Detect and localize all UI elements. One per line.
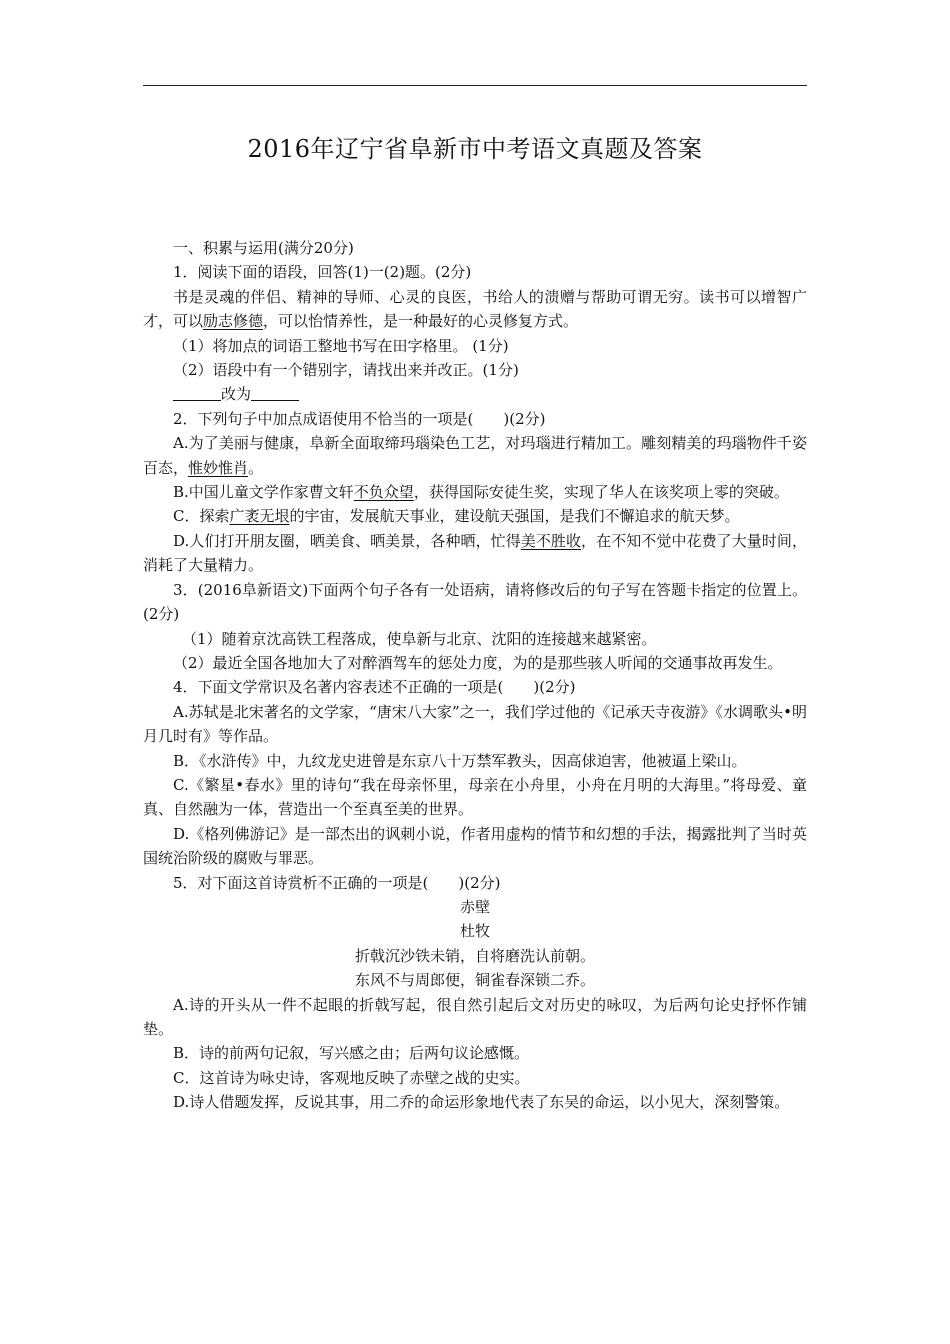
q1-fix-line: 改为 (143, 382, 807, 406)
poem-title: 赤壁 (459, 897, 490, 916)
q3-stem: 3．(2016阜新语文)下面两个句子各有一处语病，请将修改后的句子写在答题卡指定的位置上。(2分) (143, 580, 807, 624)
q2-option-a: A.为了美丽与健康，阜新全面取缔玛瑙染色工艺，对玛瑙进行精加工。雕刻精美的玛瑙物件千姿百态，惟妙惟肖。 (143, 434, 807, 477)
q2-option-c: C．探索广袤无垠的宇宙，发展航天事业，建设航天强国，是我们不懈追求的航天梦。 (173, 507, 740, 526)
q1-passage: 书是灵魂的伴侣、精神的导师、心灵的良医，书给人的溃赠与帮助可谓无穷。读书可以增智广才，可以励志修德，可以怡情养性，是一种最好的心灵修复方式。 (143, 287, 807, 331)
underlined-idiom: 广袤无垠 (229, 507, 290, 526)
q5-stem: 5．对下面这首诗赏析不正确的一项是( )(2分) (173, 873, 501, 892)
q1-sub2: （2）语段中有一个错别字，请找出来并改正。(1分) (173, 361, 519, 380)
q4-option-c: C.《繁星•春水》里的诗句“我在母亲怀里，母亲在小舟里，小舟在月明的大海里。”将母爱、童真、自然融为一体，营造出一个至真至美的世界。 (143, 775, 807, 819)
q5-option-a: A.诗的开头从一件不起眼的折戟写起，很自然引起后文对历史的咏叹，为后两句论史抒怀作铺垫。 (143, 995, 807, 1038)
answer-blank[interactable] (251, 385, 299, 401)
underlined-idiom: 美不胜收 (520, 531, 582, 550)
underlined-idiom: 惟妙惟肖 (188, 458, 249, 477)
q5-option-c: C．这首诗为咏史诗，客观地反映了赤壁之战的史实。 (173, 1068, 530, 1087)
q5-option-d: D.诗人借题发挥，反说其事，用二乔的命运形象地代表了东吴的命运，以小见大，深刻警策。 (173, 1093, 790, 1112)
q4-option-a: A.苏轼是北宋著名的文学家，“唐宋八大家”之一，我们学过他的《记承天寺夜游》《水调歌头•明月几时有》等作品。 (143, 702, 807, 746)
section-heading: 一、积累与运用(满分20分) (173, 239, 354, 257)
q2-option-d: D.人们打开朋友圈，晒美食、晒美景，各种晒，忙得美不胜收，在不知不觉中花费了大量时间，消耗了大量精力。 (143, 531, 807, 575)
underlined-idiom: 不负众望 (353, 483, 414, 502)
underlined-phrase: 励志修德 (203, 312, 264, 331)
q2-stem: 2．下列句子中加点成语使用不恰当的一项是( )(2分) (173, 409, 546, 428)
q1-sub1: （1）将加点的词语工整地书写在田字格里。 (1分) (173, 336, 509, 355)
q3-sentence-1: （1）随着京沈高铁工程落成，使阜新与北京、沈阳的连接越来越紧密。 (182, 629, 657, 648)
q1-stem: 1．阅读下面的语段，回答(1)一(2)题。(2分) (173, 263, 472, 282)
q4-option-b: B．《水浒传》中，九纹龙史进曾是东京八十万禁军教头，因高俅迫害，他被逼上梁山。 (173, 751, 747, 770)
poem-line-2: 东风不与周郎便，铜雀春深锁二乔。 (354, 971, 595, 990)
poem-line-1: 折戟沉沙铁未销，自将磨洗认前朝。 (354, 946, 595, 965)
q4-stem: 4．下面文学常识及名著内容表述不正确的一项是( )(2分) (173, 678, 576, 697)
q4-option-d: D.《格列佛游记》是一部杰出的讽刺小说，作者用虚构的情节和幻想的手法，揭露批判了当时英国统治阶级的腐败与罪恶。 (143, 824, 807, 868)
answer-blank[interactable] (173, 385, 221, 401)
header-rule (143, 85, 807, 86)
q5-option-b: B．诗的前两句记叙，写兴感之由；后两句议论感慨。 (173, 1044, 530, 1063)
q2-option-b: B.中国儿童文学作家曹文轩不负众望，获得国际安徒生奖，实现了华人在该奖项上零的突破。 (173, 483, 789, 502)
poem-author: 杜牧 (459, 922, 490, 941)
page-title: 2016年辽宁省阜新市中考语文真题及答案 (247, 135, 703, 163)
exam-content (143, 236, 807, 1115)
q3-sentence-2: （2）最近全国各地加大了对醉酒驾车的惩处力度，为的是那些骇人听闻的交通事故再发生。 (173, 653, 783, 672)
